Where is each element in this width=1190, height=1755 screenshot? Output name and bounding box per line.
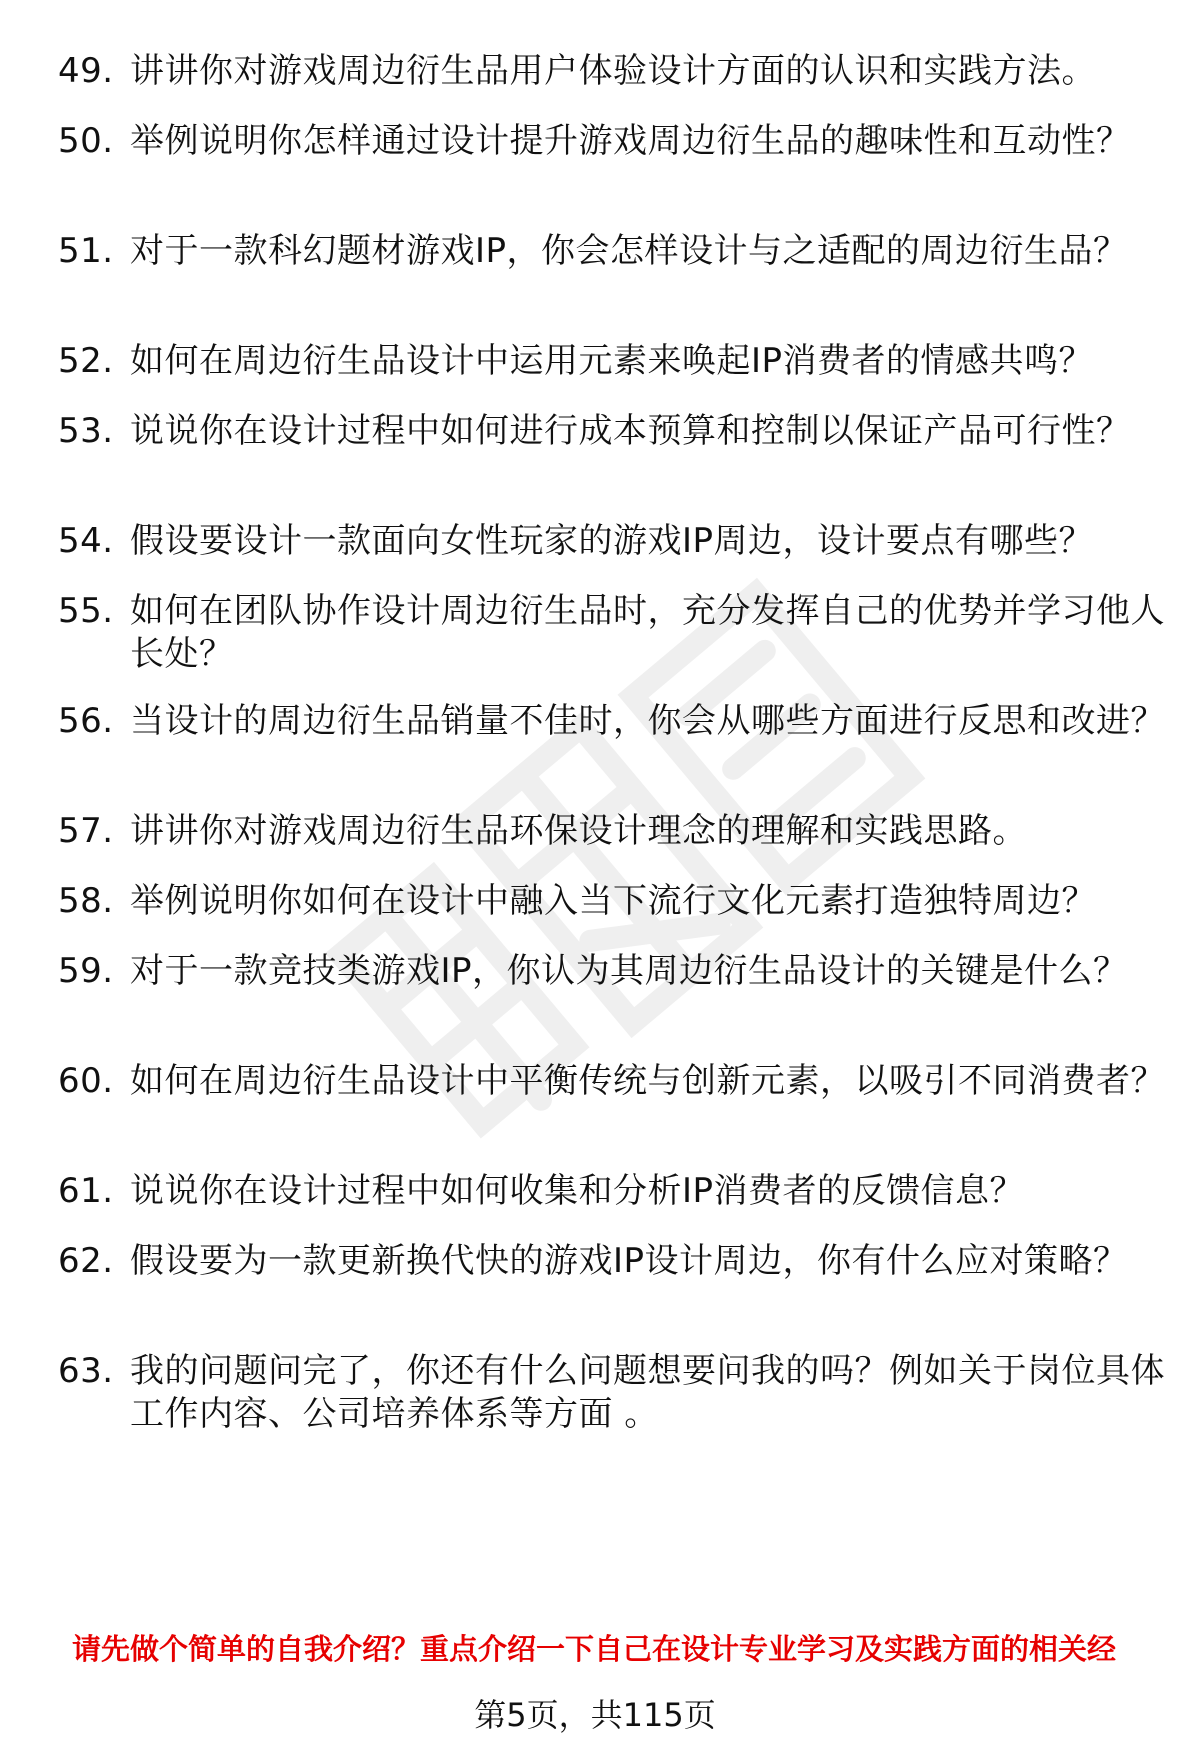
question-text: 如何在周边衍生品设计中运用元素来唤起IP消费者的情感共鸣？ [130,341,1094,381]
question-number: 62. [58,1241,114,1281]
question-text: 我的问题问完了，你还有什么问题想要问我的吗？例如关于岗位具体工作内容、公司培养体系等方面 。 [130,1351,1165,1434]
question-number: 57. [58,811,114,851]
question-text: 如何在团队协作设计周边衍生品时，充分发挥自己的优势并学习他人长处？ [130,591,1165,674]
question-number: 54. [58,521,114,561]
question-text: 讲讲你对游戏周边衍生品环保设计理念的理解和实践思路。 [130,811,1027,851]
question-number: 52. [58,341,114,381]
footer-note: 请先做个简单的自我介绍？重点介绍一下自己在设计专业学习及实践方面的相关经 [72,1632,1117,1666]
question-text: 对于一款竞技类游戏IP，你认为其周边衍生品设计的关键是什么？ [130,951,1128,991]
question-number: 59. [58,951,114,991]
question-number: 55. [58,591,114,631]
question-item [58,810,1168,853]
question-text: 假设要为一款更新换代快的游戏IP设计周边，你有什么应对策略？ [130,1241,1128,1281]
question-number: 56. [58,701,114,741]
question-text: 当设计的周边衍生品销量不佳时，你会从哪些方面进行反思和改进？ [130,701,1165,741]
question-item [58,1240,1168,1283]
question-item [58,230,1168,273]
question-number: 49. [58,51,114,91]
question-item [58,340,1168,383]
question-item [58,1350,1168,1436]
question-text: 举例说明你如何在设计中融入当下流行文化元素打造独特周边？ [130,881,1096,921]
question-text: 说说你在设计过程中如何进行成本预算和控制以保证产品可行性？ [130,411,1131,451]
question-text: 对于一款科幻题材游戏IP，你会怎样设计与之适配的周边衍生品？ [130,231,1128,271]
question-item [58,590,1168,676]
question-number: 58. [58,881,114,921]
question-text: 假设要设计一款面向女性玩家的游戏IP周边，设计要点有哪些？ [130,521,1094,561]
question-item [58,1060,1168,1103]
question-text: 如何在周边衍生品设计中平衡传统与创新元素，以吸引不同消费者？ [130,1061,1165,1101]
question-text: 讲讲你对游戏周边衍生品用户体验设计方面的认识和实践方法。 [130,51,1096,91]
question-item [58,50,1168,93]
question-item [58,1170,1168,1213]
question-number: 61. [58,1171,114,1211]
question-item [58,520,1168,563]
question-item [58,950,1168,993]
question-item [58,120,1168,163]
question-text: 说说你在设计过程中如何收集和分析IP消费者的反馈信息？ [130,1171,1025,1211]
question-item [58,410,1168,453]
question-item [58,700,1168,743]
question-number: 60. [58,1061,114,1101]
question-text: 举例说明你怎样通过设计提升游戏周边衍生品的趣味性和互动性？ [130,121,1131,161]
question-number: 51. [58,231,114,271]
question-item [58,880,1168,923]
page-number: 第5页，共115页 [474,1696,716,1734]
question-number: 50. [58,121,114,161]
question-number: 63. [58,1351,114,1391]
question-number: 53. [58,411,114,451]
